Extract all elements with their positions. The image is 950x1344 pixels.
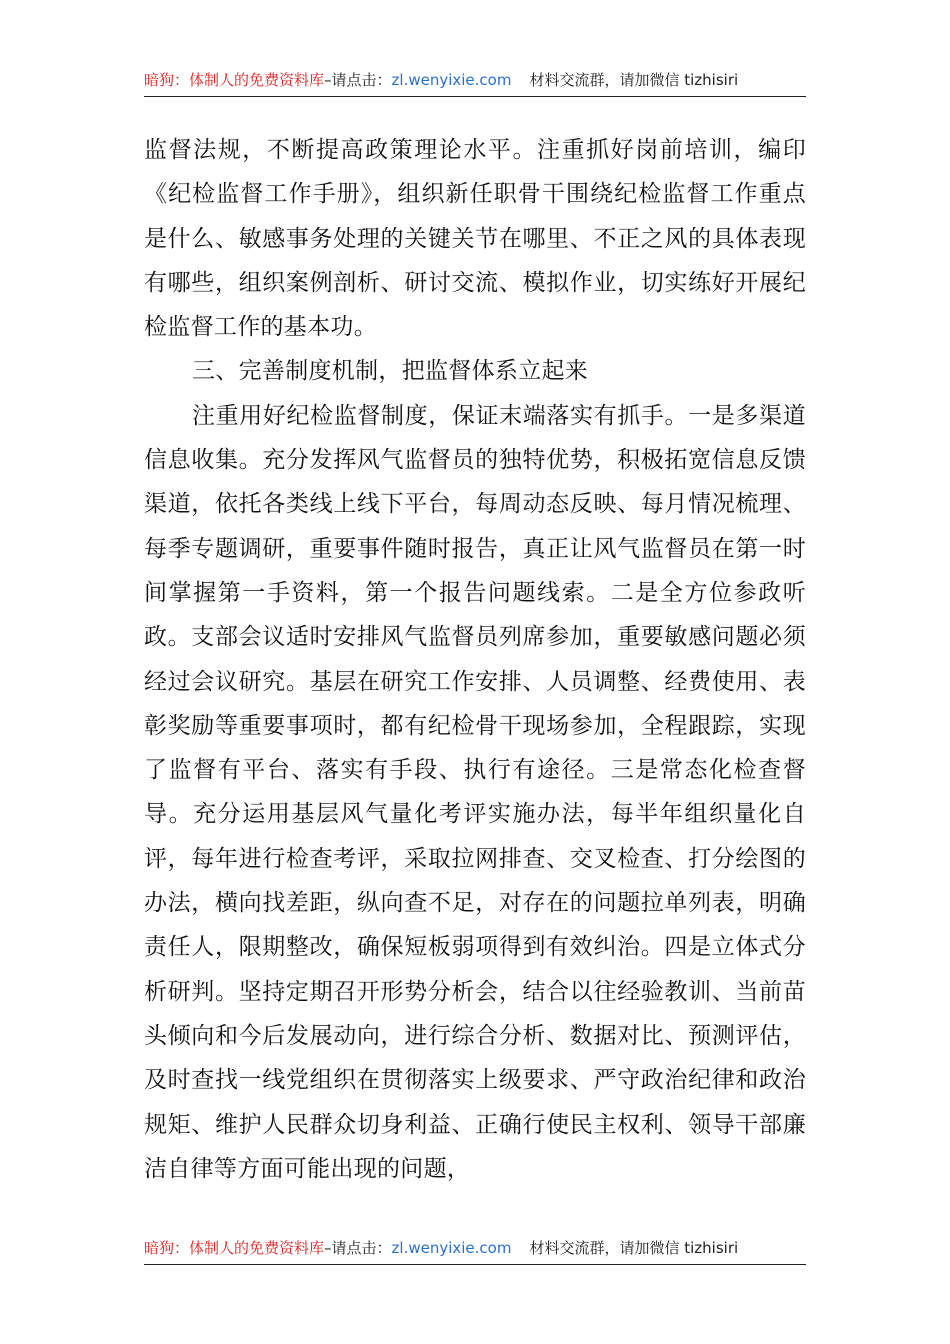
document-body — [144, 128, 806, 1191]
footer-group-note: 材料交流群，请加微信 tizhisiri — [529, 1239, 739, 1257]
footer-url-link[interactable]: zl.wenyixie.com — [391, 1239, 512, 1257]
paragraph-main: 注重用好纪检监督制度，保证末端落实有抓手。一是多渠道信息收集。充分发挥风气监督员的独特优势，积极拓宽信息反馈渠道，依托各类线上线下平台，每周动态反映、每月情况梳理、每季专题调研，重要事件随时报告，真正让风气监督员在第一时间掌握第一手资料，第一个报告问题线索。二是全方位参政听政。支部会议适时安排风气监督员列席参加，重要敏感问题必须经过会议研究。基层在研究工作安排、人员调整、经费使用、表彰奖励等重要事项时，都有纪检骨干现场参加，全程跟踪，实现了监督有平台、落实有手段、执行有途径。三是常态化检查督导。充分运用基层风气量化考评实施办法，每半年组织量化自评，每年进行检查考评，采取拉网排查、交叉检查、打分绘图的办法，横向找差距，纵向查不足，对存在的问题拉单列表，明确责任人，限期整改，确保短板弱项得到有效纠治。四是立体式分析研判。坚持定期召开形势分析会，结合以往经验教训、当前苗头倾向和今后发展动向，进行综合分析、数据对比、预测评估，及时查找一线党组织在贯彻落实上级要求、严守政治纪律和政治规矩、维护人民群众切身利益、正确行使民主权利、领导干部廉洁自律等方面可能出现的问题， — [144, 402, 806, 1182]
footer-click-prompt: –请点击： — [324, 1239, 392, 1257]
header-url-link[interactable]: zl.wenyixie.com — [391, 71, 512, 89]
header-click-prompt: –请点击： — [324, 71, 392, 89]
paragraph-continuation: 监督法规，不断提高政策理论水平。注重抓好岗前培训，编印《纪检监督工作手册》，组织新任职骨干围绕纪检监督工作重点是什么、敏感事务处理的关键关节在哪里、不正之风的具体表现有哪些，组织案例剖析、研讨交流、模拟作业，切实练好开展纪检监督工作的基本功。 — [144, 137, 806, 341]
footer-banner — [144, 1232, 806, 1265]
footer-brand: 暗狗：体制人的免费资料库 — [144, 1239, 325, 1257]
header-banner — [144, 64, 806, 97]
header-brand: 暗狗：体制人的免费资料库 — [144, 71, 325, 89]
section-heading: 三、完善制度机制，把监督体系立起来 — [192, 358, 589, 385]
header-group-note: 材料交流群，请加微信 tizhisiri — [529, 71, 739, 89]
